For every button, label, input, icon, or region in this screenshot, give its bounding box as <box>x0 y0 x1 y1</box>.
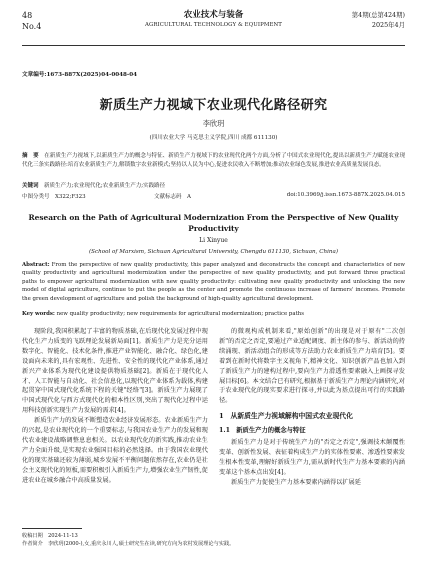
body-paragraph: 新质生产力的发展不断塑造农业经济发展形态。农业新质生产力的兴起,是农业现代化的一个重要标志,与我国农业生产力的发展和现代农业建设战略调整息息相关。以农业现代化的新实践,推动农业生产力全面升级,是实现农业强国目标的必然选择。由于我国农业现代化的现实基础还较为薄弱,城乡发展不平衡问题依然存在,农业仍是社会主义现代化的短板,需要积极引入新质生产力,增强农业生产韧性,促进农业在城乡融合中高质量发展。 <box>22 417 208 484</box>
body-column-right <box>219 327 405 488</box>
footnote <box>22 532 405 548</box>
keywords-en-text: new quality productivity; new requirements for agricultural modernization; practice paths <box>56 311 304 317</box>
keywords-cn-text: 新质生产力;农业现代化;农业新质生产力;实践路径 <box>44 183 166 189</box>
document-code: 文献标志码 A <box>154 194 191 200</box>
article-number: 文章编号:1673-887X(2025)04-0048-04 <box>22 72 137 78</box>
keywords-en-label: Key words: <box>22 311 55 317</box>
keywords-cn <box>22 181 405 189</box>
author-cn: 李欣玥 <box>202 119 225 128</box>
abstract-cn-label: 摘 要 <box>22 153 39 159</box>
abstract-en-text: From the perspective of new quality productivity, this paper analyzed and deconstructs the concept and characteristics of new quality productivity and agricultural modernization under the perspective of new quality productivity, and put forward three practical paths to empower agricultural modernization with new quality productivity: cultivating new quality productivity and unlocking the new model of digital agriculture, continue to put the people as the center and promote the continuous increase of farmers' incomes. Promote the green development of agriculture and polish the background of high-quality agricultural development. <box>22 262 405 302</box>
subsection-heading: 1.1 新质生产力的概念与特征 <box>219 427 306 435</box>
keywords-en <box>22 311 405 317</box>
volume-info: 第4期(总第424期) <box>351 11 405 19</box>
issue-info-block <box>352 10 405 30</box>
section-heading: 1 从新质生产力视域解构中国式农业现代化 <box>219 412 353 421</box>
journal-name-block <box>22 10 405 29</box>
abstract-en <box>22 261 405 303</box>
affiliation-cn: (四川农业大学 马克思主义学院,四川 成都 611130) <box>149 135 278 141</box>
title-en: Research on the Path of Agricultural Modernization From the Perspective of New Quality Productivity <box>28 213 399 233</box>
abstract-cn-text: 在新质生产力视域下,以新质生产力的概念与特征、新质生产力视域下的农业现代化两个方面,分析了中国式农业现代化,提出以新质生产力赋能农业现代化三条实践路径:培育农业新质生产力,解锁数字农业新模式;坚持以人民为中心,促进农民收入不断增加;推动农业绿色发展,推进农业高质量发展良态。 <box>22 153 405 168</box>
body-column-left <box>22 327 208 486</box>
body-paragraph: 新质生产力促使生产力基本要素内涵得以扩展延 <box>231 478 361 486</box>
issue-date: 2025年4月 <box>371 21 405 29</box>
affiliation-en: (School of Marxism, Sichuan Agricultural University, Chengdu 611130, Sichuan, China) <box>88 249 338 255</box>
body-paragraph: 新质生产力是对于传统生产力的"否定之否定",强调技术颠覆性变革、创新性发展、表征着构成生产力的实体性要素、渗透性要素发生根本性变革,理解好新质生产力,需从新时代生产力基本要素的内涵变革这个基本点出发[4]。 <box>219 439 405 476</box>
keywords-cn-label: 关键词 <box>22 183 39 189</box>
title-cn: 新质生产力视域下农业现代化路径研究 <box>99 98 328 113</box>
abstract-cn <box>22 152 405 169</box>
author-bio: 作者简介 李欣玥(2000-),女,重庆永川人,硕士研究生在读,研究方向为农村发展理论与实践。 <box>22 541 235 547</box>
received-date: 收稿日期 2024-11-13 <box>22 533 78 539</box>
header-rule <box>22 45 405 46</box>
body-paragraph: 的微观构成机制来看,"原始创新"的出现是对于原有"二次创新"的否定之否定,要通过产业适配调度、新主体的参与、新活动的持续涌现、新活动组合的形成等方法助力农业新质生产力培育[5]。要着到在新时代将数字主义视角下,精神文化、知识创新产品也加入到了新质生产力的建构过程中,要向生产力滑透性要素融入上画探寻发展目标[6]。本文结合已有研究,根据基于新质生产力理论内涵研究,对于农业现代化的现实要求进行探寻,并以此为基点提出可行的实践路径。 <box>219 328 405 405</box>
abstract-en-label: Abstract: <box>22 262 50 268</box>
journal-name-en: AGRICULTURAL TECHNOLOGY & EQUIPMENT <box>145 22 282 28</box>
footnote-rule <box>22 528 82 529</box>
journal-name-cn: 农业技术与装备 <box>183 10 244 20</box>
author-en: Li Xinyue <box>199 237 228 244</box>
page-header <box>22 10 405 54</box>
page-number: 48 <box>22 11 33 20</box>
issue-number: No.4 <box>22 22 42 31</box>
doi-link[interactable]: doi:10.3969/j.issn.1673-887X.2025.04.015 <box>286 192 405 198</box>
clc-number: 中图分类号 X322;F323 <box>22 194 86 200</box>
body-paragraph: 现阶段,我国积累起了丰富的物质基础,在后现代化发展过程中现代化生产力质变的飞跃理论发展新局面[1]。新质生产力是充分运用数字化、智能化、技术化条件,推进产业智能化、融合化、绿色化,建设面向未来的,具有宏观性、先进性、安全性的现代化产业体系,通过新兴产业体系为现代化建设提供物质基础[2]。新质在于现代化人才、人工智能与自动化、社会信息化,以现代化产业体系为载体,构建起贯穿中国式现代化系统下程的关键"经络"[3]。新质生产力展现了中国式现代化与西方式现代化的根本性区别,突出了现代化过程中运用科技创新实现生产力发展的需求[4]。 <box>22 328 208 415</box>
